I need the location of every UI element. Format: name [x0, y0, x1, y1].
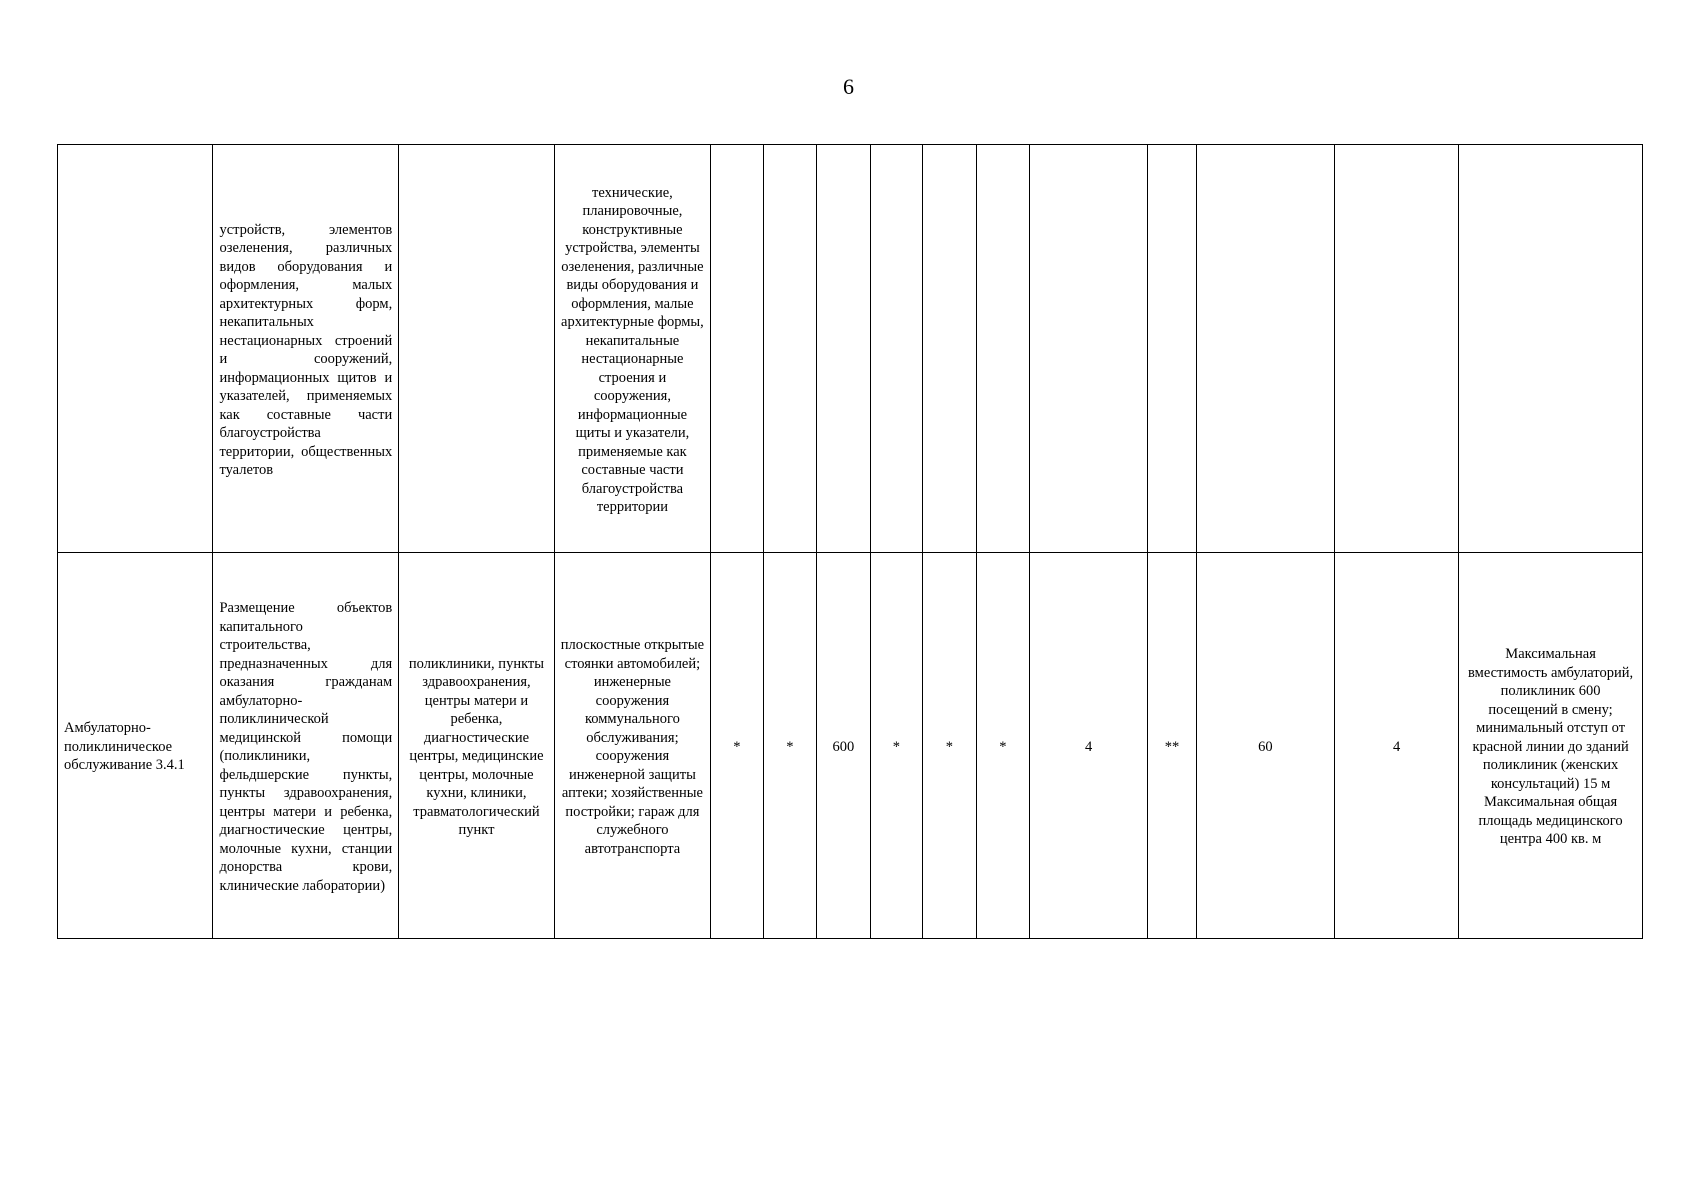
cell-param-3: 600 [817, 553, 871, 939]
cell-param-5: * [923, 553, 977, 939]
cell-param-8: ** [1148, 553, 1196, 939]
cell-use-description: устройств, элементов озеленения, различных видов оборудования и оформления, малых архитектурных форм, некапитальных нестационарных строений и сооружений, информационных щитов и указателей, применяемых как составные части благоустройства территории, общественных туалетов [213, 145, 399, 553]
cell-param-6: * [976, 553, 1030, 939]
cell-auxiliary-uses: технические, планировочные, конструктивные устройства, элементы озеленения, различные виды оборудования и оформления, малые архитектурные формы, некапитальные нестационарные строения и сооружения, информационные щиты и указатели, применяемые как составные части благоустройства территории [554, 145, 710, 553]
cell-param-4 [870, 145, 922, 553]
cell-param-1: * [711, 553, 763, 939]
cell-param-3 [817, 145, 871, 553]
cell-param-10: 4 [1334, 553, 1458, 939]
zoning-table [57, 144, 1643, 939]
cell-param-5 [923, 145, 977, 553]
cell-param-10 [1334, 145, 1458, 553]
cell-param-6 [976, 145, 1030, 553]
cell-note [1459, 145, 1643, 553]
cell-use-description: Размещение объектов капитального строительства, предназначенных для оказания гражданам амбулаторно-поликлинической медицинской помощи (поликлиники, фельдшерские пункты, пункты здравоохранения, центры матери и ребенка, диагностические центры, молочные кухни, станции донорства крови, клинические лаборатории) [213, 553, 399, 939]
cell-note: Максимальная вместимость амбулаторий, поликлиник 600 посещений в смену; минимальный отступ от красной линии до зданий поликлиник (женских консультаций) 15 м Максимальная общая площадь медицинского центра 400 кв. м [1459, 553, 1643, 939]
cell-main-uses: поликлиники, пункты здравоохранения, центры матери и ребенка, диагностические центры, медицинские центры, молочные кухни, клиники, травматологический пункт [399, 553, 554, 939]
cell-param-1 [711, 145, 763, 553]
cell-auxiliary-uses: плоскостные открытые стоянки автомобилей; инженерные сооружения коммунального обслуживания; сооружения инженерной защиты аптеки; хозяйственные постройки; гараж для служебного автотранспорта [554, 553, 710, 939]
cell-param-7: 4 [1030, 553, 1148, 939]
cell-param-9 [1196, 145, 1334, 553]
cell-param-8 [1148, 145, 1196, 553]
cell-main-uses [399, 145, 554, 553]
cell-param-9: 60 [1196, 553, 1334, 939]
table-row [58, 145, 1643, 553]
cell-param-2 [763, 145, 817, 553]
cell-param-4: * [870, 553, 922, 939]
cell-use-name: Амбулаторно-поликлиническое обслуживание 3.4.1 [58, 553, 213, 939]
page-number: 6 [843, 74, 854, 99]
table-row [58, 553, 1643, 939]
cell-param-2: * [763, 553, 817, 939]
cell-param-7 [1030, 145, 1148, 553]
cell-use-name [58, 145, 213, 553]
